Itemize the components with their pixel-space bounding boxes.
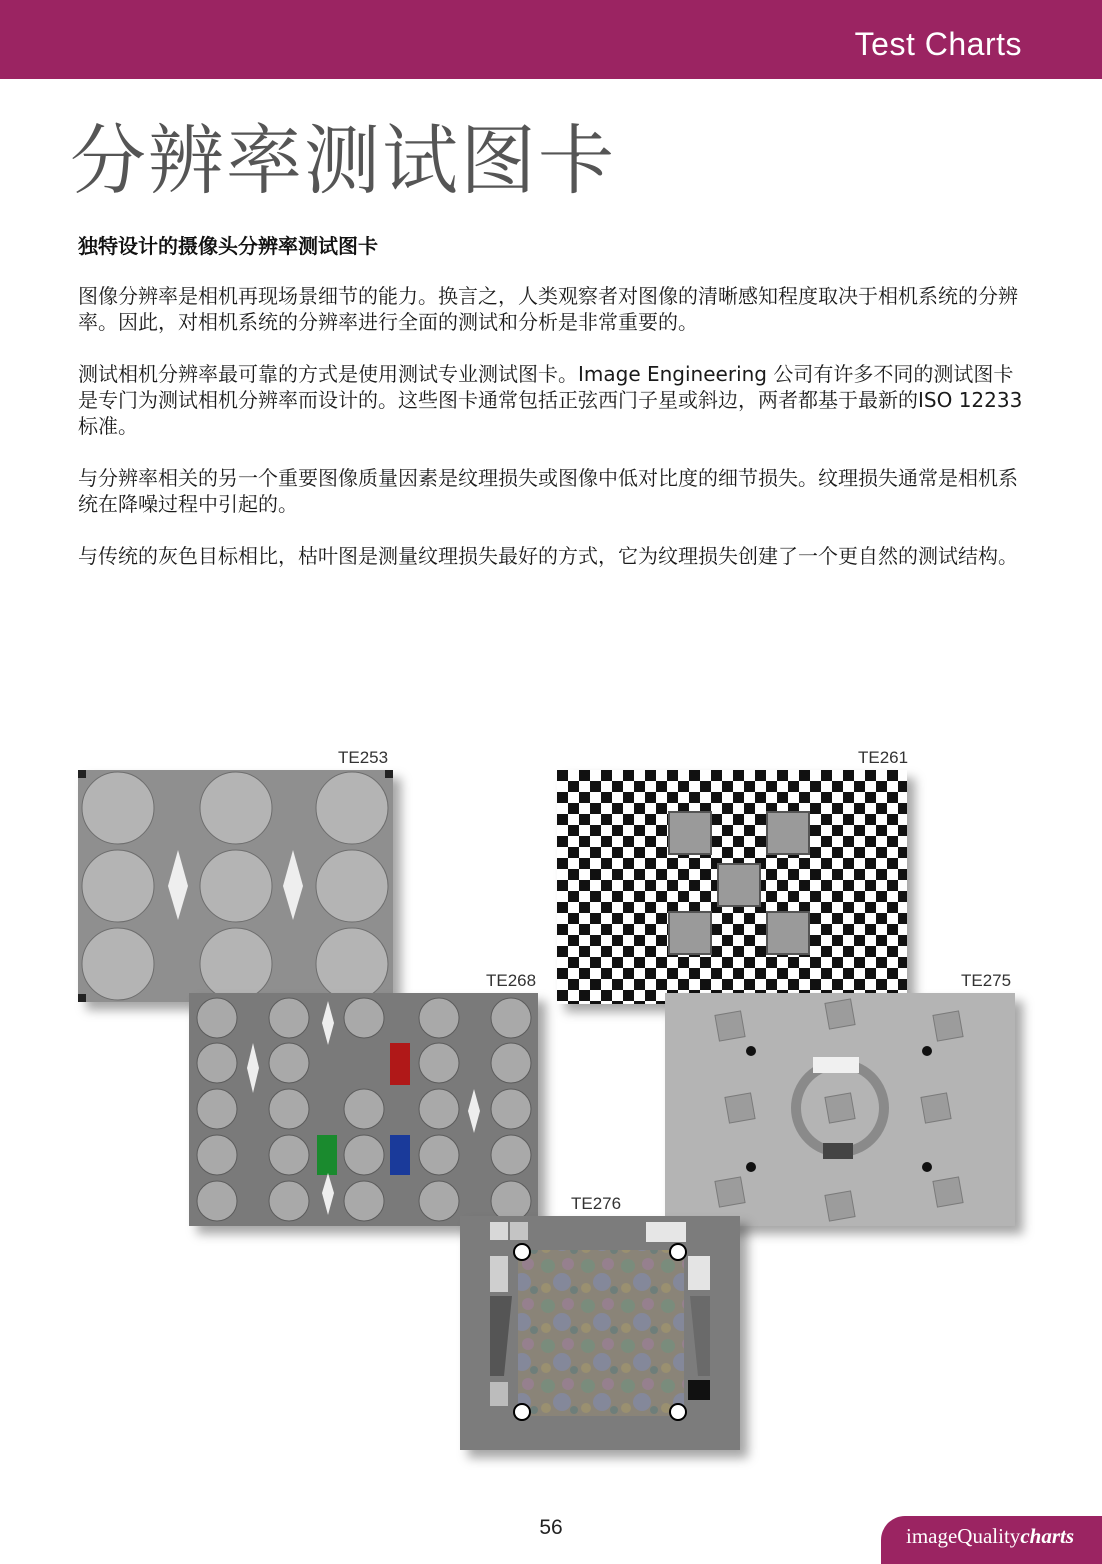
- siemens-star-grid-graphic: [78, 770, 393, 1002]
- brand-prefix: imageQuality: [906, 1524, 1021, 1548]
- paragraph-1: 图像分辨率是相机再现场景细节的能力。换言之，人类观察者对图像的清晰感知程度取决于相机系统的分辨率。因此，对相机系统的分辨率进行全面的测试和分析是非常重要的。: [78, 284, 1018, 334]
- multi-target-grid-graphic: [189, 993, 538, 1226]
- brand-logo: [906, 1524, 1074, 1549]
- page-heading: 分辨率测试图卡: [70, 116, 616, 205]
- section-title: 独特设计的摄像头分辨率测试图卡: [78, 234, 378, 258]
- chart-image-te268: [189, 993, 538, 1226]
- chart-image-te275: [665, 993, 1015, 1226]
- brand-suffix: charts: [1020, 1524, 1074, 1548]
- paragraph-4: 与传统的灰色目标相比，枯叶图是测量纹理损失最好的方式，它为纹理损失创建了一个更自然的测试结构。: [78, 544, 1018, 568]
- chart-label-te261: TE261: [858, 748, 909, 767]
- checkerboard-graphic: [557, 770, 907, 1004]
- header-title: Test Charts: [854, 26, 1022, 62]
- chart-label-te253: TE253: [338, 748, 389, 767]
- chart-image-te253: [78, 770, 393, 1002]
- chart-image-te261: [557, 770, 907, 1004]
- paragraph-2: 测试相机分辨率最可靠的方式是使用测试专业测试图卡。Image Engineering 公司有许多不同的测试图卡是专门为测试相机分辨率而设计的。这些图卡通常包括正弦西门子星或斜边，两者都基于最新的ISO 12233标准。: [78, 362, 1023, 438]
- chart-label-te275: TE275: [961, 971, 1012, 990]
- dead-leaves-graphic: [460, 1216, 740, 1450]
- chart-label-te268: TE268: [486, 971, 537, 990]
- paragraph-3: 与分辨率相关的另一个重要图像质量因素是纹理损失或图像中低对比度的细节损失。纹理损失通常是相机系统在降噪过程中引起的。: [78, 466, 1018, 516]
- page-number: 56: [539, 1516, 563, 1539]
- slanted-edge-graphic: [665, 993, 1015, 1226]
- chart-image-te276: [460, 1216, 740, 1450]
- chart-label-te276: TE276: [571, 1194, 622, 1213]
